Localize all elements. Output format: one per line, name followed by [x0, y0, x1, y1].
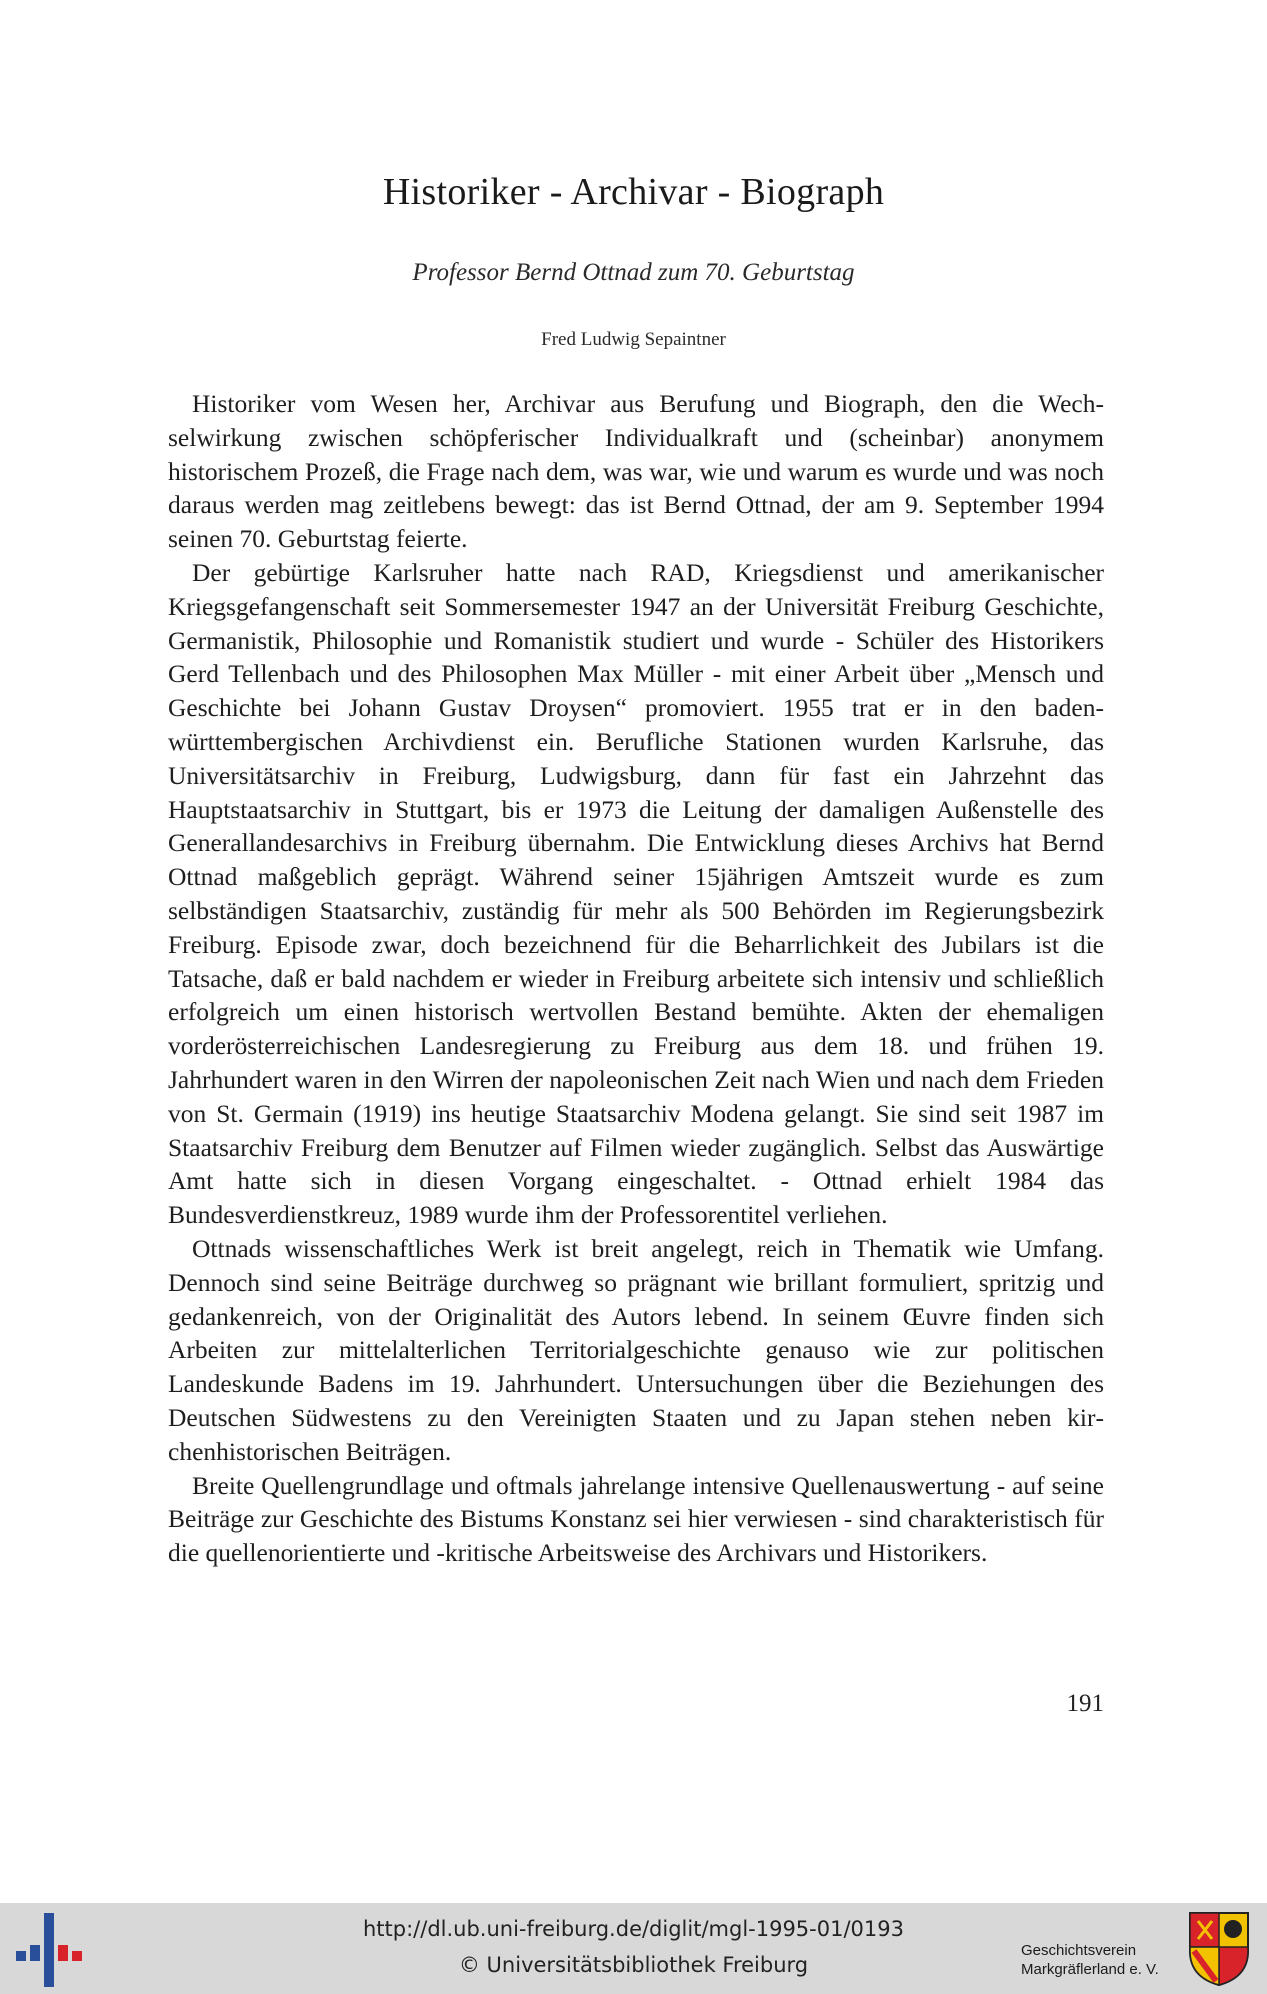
paragraph-3: Ottnads wissenschaftliches Werk ist breit angelegt, reich in Thematik wie Umfang. Dennoch sind seine Beiträge durchweg so prägnant wie brillant formuliert, spritzig und gedankenreich, von der Originalität des Autors lebend. In seinem Œuvre finden sich Arbeiten zur mittelalterlichen Territorialgeschichte genauso wie zur politischen Landeskunde Badens im 19. Jahrhundert. Untersuchungen über die Beziehungen des Deutschen Südwestens zu den Vereinigten Staaten und zu Japan stehen neben kirchenhistorischen Beiträgen. — [168, 1233, 1104, 1466]
paragraph-1: Historiker vom Wesen her, Archivar aus Berufung und Biograph, den die Wechselwirkung zwischen schöpferischer Individualkraft und (scheinbar) anonymem historischem Prozeß, die Frage nach dem, was war, wie und warum es wurde und was noch daraus werden mag zeitlebens bewegt: das ist Bernd Ottnad, der am 9. September 1994 seinen 70. Geburtstag feierte. — [168, 389, 1104, 554]
coat-of-arms-icon[interactable] — [1188, 1911, 1250, 1987]
paragraph-4: Breite Quellengrundlage und oftmals jahrelange intensive Quellenauswertung - auf seine Beiträge zur Geschichte des Bistums Konstanz sei hier verwiesen - sind charakteristisch für die quellenorientierte und -kritische Arbeitsweise des Archivars und Historikers. — [168, 1470, 1104, 1568]
society-line-2: Markgräflerland e. V. — [1021, 1961, 1159, 1978]
article-title: Historiker - Archivar - Biograph — [382, 171, 885, 213]
page-number: 191 — [1066, 1690, 1104, 1717]
article-author: Fred Ludwig Sepaintner — [541, 329, 726, 350]
footer-url-link[interactable]: http://dl.ub.uni-freiburg.de/diglit/mgl-1995-01/0193 — [362, 1917, 904, 1941]
footer-copyright: © Universitätsbibliothek Freiburg — [458, 1953, 809, 1977]
article-subtitle: Professor Bernd Ottnad zum 70. Geburtstag — [412, 259, 855, 286]
society-line-1: Geschichtsverein — [1021, 1942, 1137, 1959]
society-name — [1021, 1941, 1181, 1979]
paragraph-2: Der gebürtige Karlsruher hatte nach RAD, Kriegsdienst und amerikanischer Kriegsgefangenschaft seit Sommersemester 1947 an der Universität Freiburg Geschichte, Germanistik, Philosophie und Romanistik studiert und wurde - Schüler des Historikers Gerd Tellenbach und des Philosophen Max Müller - mit einer Arbeit über „Mensch und Geschichte bei Johann Gustav Droysen“ promoviert. 1955 trat er in den baden-württembergischen Archivdienst ein. Berufliche Stationen wurden Karlsruhe, das Universitätsarchiv in Freiburg, Ludwigsburg, dann für fast ein Jahrzehnt das Hauptstaatsarchiv in Stuttgart, bis er 1973 die Leitung der damaligen Außenstelle des Generallandesarchivs in Freiburg übernahm. Die Entwicklung dieses Archivs hat Bernd Ottnad maßgeblich geprägt. Während seiner 15jährigen Amtszeit wurde es zum selbständigen Staatsarchiv, zuständig für mehr als 500 Behörden im Regierungsbezirk Freiburg. Episode zwar, doch bezeichnend für die Beharrlichkeit des Jubilars ist die Tatsache, daß er bald nachdem er wieder in Freiburg arbeitete sich intensiv und schließlich erfolgreich um einen historisch wertvollen Bestand bemühte. Akten der ehemaligen vorderösterreichischen Landesregierung zu Freiburg aus dem 18. und frühen 19. Jahrhundert waren in den Wirren der napoleonischen Zeit nach Wien und nach dem Frieden von St. Germain (1919) ins heutige Staatsarchiv Modena gelangt. Sie sind seit 1987 im Staatsarchiv Freiburg dem Benutzer auf Filmen wieder zugänglich. Selbst das Auswärtige Amt hatte sich in diesen Vorgang eingeschaltet. - Ottnad erhielt 1984 das Bundesverdienstkreuz, 1989 wurde ihm der Professorentitel verliehen. — [168, 557, 1104, 1230]
footer-bar — [0, 1903, 1267, 1994]
article-body — [168, 387, 1104, 1570]
